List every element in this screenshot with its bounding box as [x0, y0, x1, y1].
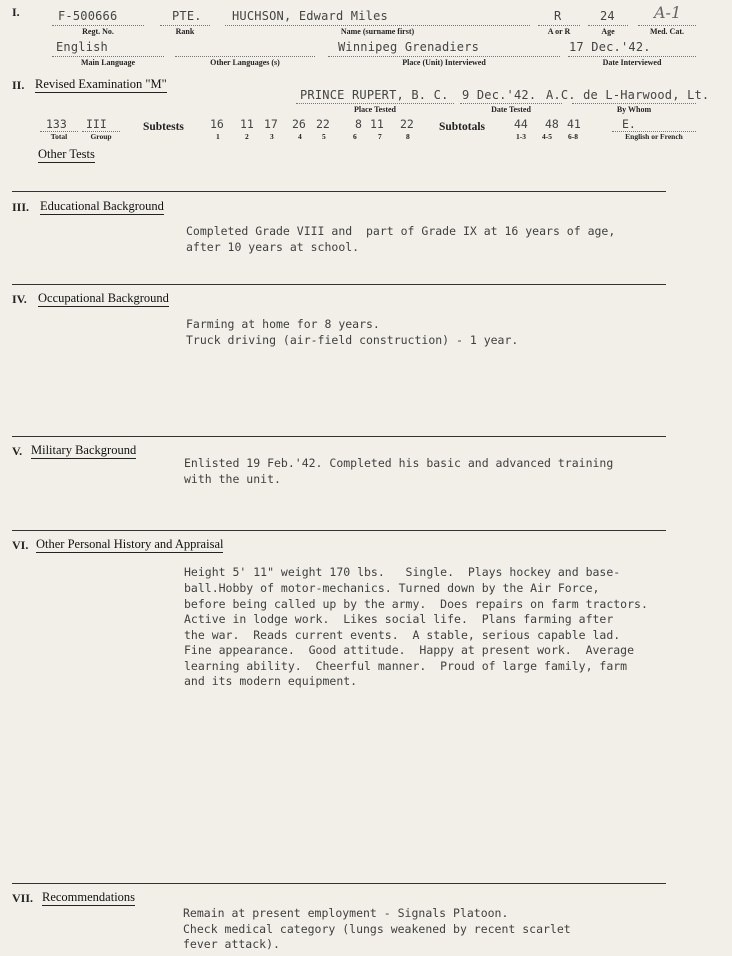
group-label: Group [90, 132, 112, 141]
appraisal-line: the war. Reads current events. A stable, serious capable lad. [184, 628, 621, 642]
regt-no-value: F-500666 [58, 9, 118, 23]
name-line [225, 25, 530, 26]
med-cat-label: Med. Cat. [650, 27, 684, 36]
subtest-value: 8 [355, 117, 362, 131]
section-4-numeral: IV. [12, 292, 27, 306]
subtest-value: 11 [240, 117, 254, 131]
section-4-heading: Occupational Background [38, 291, 169, 305]
subtotal-value: 41 [567, 117, 581, 131]
section-5-heading: Military Background [31, 443, 137, 457]
section-divider [12, 191, 666, 192]
regt-no-line [52, 25, 144, 26]
education-line: after 10 years at school. [186, 240, 360, 254]
section-5-numeral: V. [12, 444, 23, 458]
group-value: III [86, 117, 107, 131]
subtest-value: 17 [264, 117, 278, 131]
main-language-label: Main Language [80, 58, 135, 67]
med-cat-line [638, 25, 696, 26]
place-interviewed-line [328, 56, 560, 57]
section-divider [12, 883, 666, 884]
age-value: 24 [600, 9, 615, 23]
section-2-heading: Revised Examination "M" [35, 77, 167, 91]
by-whom-value: A.C. de L-Harwood, Lt. [546, 88, 710, 102]
date-interviewed-line [568, 56, 696, 57]
military-line: with the unit. [184, 472, 281, 486]
occupation-line: Farming at home for 8 years. [186, 317, 380, 331]
subtotal-range: 1-3 [516, 132, 526, 141]
english-or-french-label: English or French [625, 132, 683, 141]
subtest-number: 4 [298, 132, 302, 141]
subtest-number: 1 [216, 132, 220, 141]
a-or-r-label: A or R [547, 27, 571, 36]
place-tested-line [296, 103, 454, 104]
occupation-line: Truck driving (air-field construction) - 1 year. [186, 333, 519, 347]
subtotals-label: Subtotals [439, 121, 486, 133]
section-1-numeral: I. [12, 5, 20, 19]
date-tested-value: 9 Dec.'42. [462, 88, 537, 102]
recommendation-line: Check medical category (lungs weakened by recent scarlet [183, 922, 571, 936]
appraisal-line: learning ability. Cheerful manner. Proud of large family, farm [184, 659, 628, 673]
military-line: Enlisted 19 Feb.'42. Completed his basic and advanced training [184, 456, 614, 470]
rank-value: PTE. [172, 9, 202, 23]
subtest-value: 26 [292, 117, 306, 131]
section-divider [12, 436, 666, 437]
rank-label: Rank [175, 27, 195, 36]
subtest-number: 2 [245, 132, 249, 141]
subtest-value: 16 [210, 117, 224, 131]
appraisal-line: Active in lodge work. Likes social life. Plans farming after [184, 612, 614, 626]
name-value: HUCHSON, Edward Miles [232, 9, 388, 23]
subtest-number: 3 [270, 132, 274, 141]
subtest-number: 7 [378, 132, 382, 141]
subtests-label: Subtests [143, 121, 184, 133]
section-6-heading: Other Personal History and Appraisal [36, 537, 224, 551]
subtotal-range: 4-5 [542, 132, 552, 141]
subtest-value: 11 [370, 117, 384, 131]
section-7-numeral: VII. [12, 891, 34, 905]
english-or-french-value: E. [622, 117, 636, 131]
total-label: Total [50, 132, 68, 141]
age-label: Age [601, 27, 615, 36]
section-divider [12, 284, 666, 285]
other-languages-label: Other Languages (s) [210, 58, 280, 67]
subtest-value: 22 [400, 117, 414, 131]
place-interviewed-label: Place (Unit) Interviewed [402, 58, 486, 67]
appraisal-line: and its modern equipment. [184, 674, 358, 688]
subtest-number: 6 [353, 132, 357, 141]
main-language-value: English [56, 40, 108, 54]
appraisal-line: before being called up by the army. Does repairs on farm tractors. [184, 597, 648, 611]
section-3-numeral: III. [12, 200, 30, 214]
section-6-numeral: VI. [12, 538, 29, 552]
date-tested-label: Date Tested [491, 105, 531, 114]
date-interviewed-value: 17 Dec.'42. [569, 40, 651, 54]
by-whom-label: By Whom [616, 105, 652, 114]
subtest-number: 5 [322, 132, 326, 141]
education-line: Completed Grade VIII and part of Grade IX at 16 years of age, [186, 224, 616, 238]
other-languages-line [175, 56, 315, 57]
subtotal-value: 44 [514, 117, 528, 131]
section-divider [12, 530, 666, 531]
subtotal-range: 6-8 [568, 132, 578, 141]
section-2-numeral: II. [12, 78, 25, 92]
subtest-number: 8 [406, 132, 410, 141]
place-tested-label: Place Tested [354, 105, 396, 114]
main-language-line [52, 56, 164, 57]
name-label: Name (surname first) [340, 27, 415, 36]
med-cat-handwritten: A-1 [654, 3, 682, 22]
place-tested-value: PRINCE RUPERT, B. C. [300, 88, 449, 102]
a-or-r-line [538, 25, 580, 26]
appraisal-line: ball.Hobby of motor-mechanics. Turned down by the Air Force, [184, 581, 600, 595]
subtotal-value: 48 [545, 117, 559, 131]
subtest-value: 22 [316, 117, 330, 131]
place-interviewed-value: Winnipeg Grenadiers [338, 40, 480, 54]
recommendation-line: Remain at present employment - Signals Platoon. [183, 906, 509, 920]
other-tests-heading: Other Tests [38, 147, 95, 161]
a-or-r-value: R [554, 9, 562, 23]
rank-line [160, 25, 210, 26]
recommendation-line: fever attack). [183, 937, 280, 951]
date-tested-line [460, 103, 562, 104]
regt-no-label: Regt. No. [82, 27, 114, 36]
section-3-heading: Educational Background [40, 199, 164, 213]
by-whom-line [572, 103, 696, 104]
section-7-heading: Recommendations [42, 890, 136, 904]
total-value: 133 [46, 117, 67, 131]
date-interviewed-label: Date Interviewed [602, 58, 662, 67]
appraisal-line: Height 5' 11" weight 170 lbs. Single. Plays hockey and base- [184, 565, 621, 579]
age-line [588, 25, 628, 26]
appraisal-line: Fine appearance. Good attitude. Happy at present work. Average [184, 643, 635, 657]
